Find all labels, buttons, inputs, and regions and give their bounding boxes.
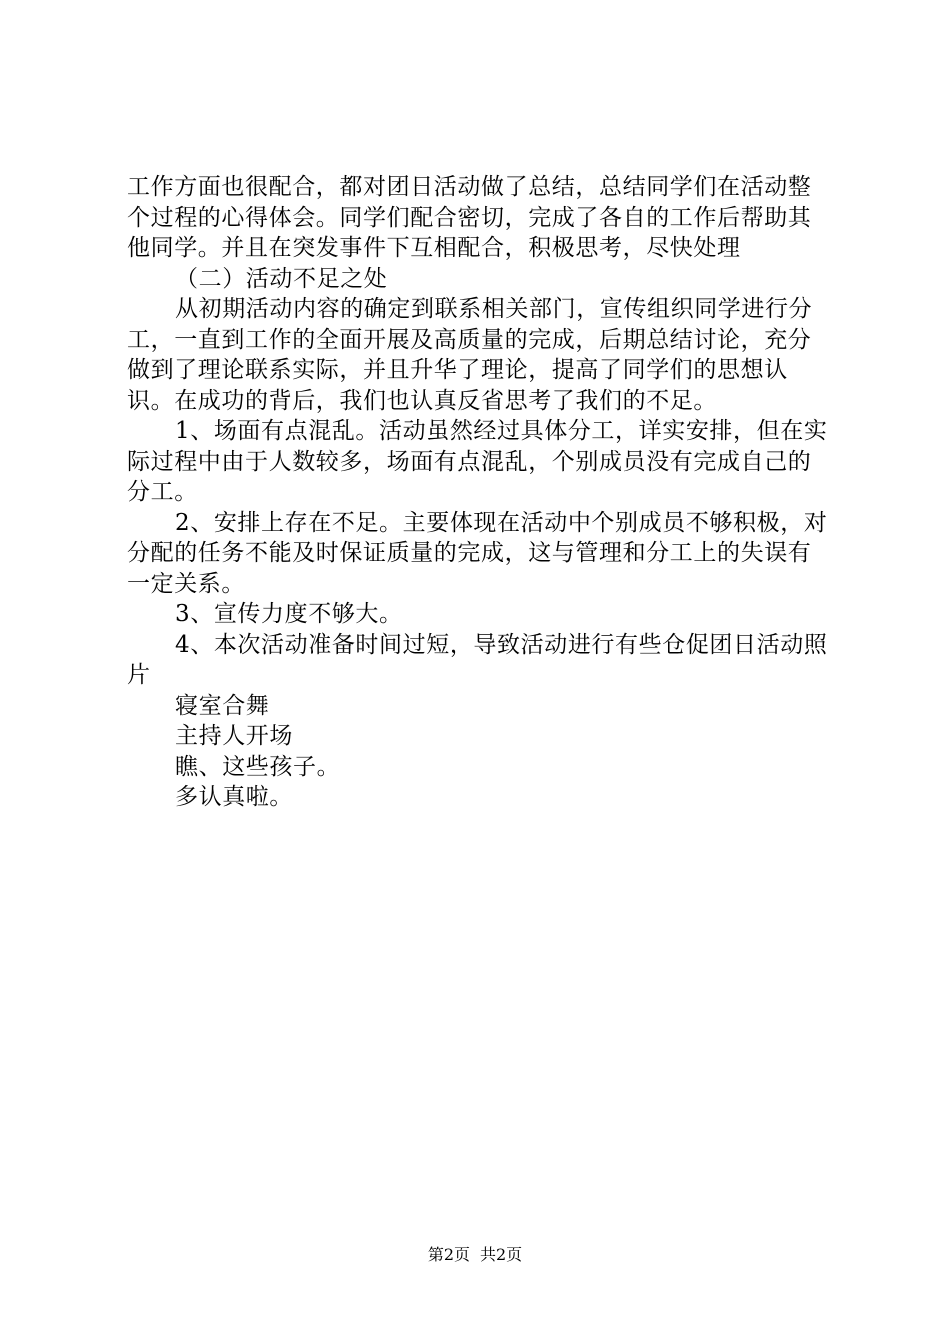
photo-caption: 多认真啦。 [175,784,293,810]
list-item: 1、场面有点混乱。活动虽然经过具体分工，详实安排，但在实际过程中由于人数较多，场面有点混乱，个别成员没有完成自己的分工。 [127,418,828,505]
paragraph: 从初期活动内容的确定到联系相关部门，宣传组织同学进行分工，一直到工作的全面开展及高质量的完成，后期总结讨论，充分做到了理论联系实际，并且升华了理论，提高了同学们的思想认识。在成功的背后，我们也认真反省思考了我们的不足。 [127,296,813,414]
page-number: 第2页 [427,1245,470,1264]
page-footer [0,1244,950,1266]
section-heading: （二）活动不足之处 [175,265,388,292]
list-item: 4、本次活动准备时间过短，导致活动进行有些仓促团日活动照片 [127,631,828,688]
photo-caption: 寝室合舞 [175,692,270,719]
list-item: 3、宣传力度不够大。 [175,601,403,627]
document-body [127,172,832,813]
photo-caption: 主持人开场 [175,723,293,749]
page-total: 共2页 [480,1245,523,1264]
list-item: 2、安排上存在不足。主要体现在活动中个别成员不够积极，对分配的任务不能及时保证质量的完成，这与管理和分工上的失误有一定关系。 [127,509,828,597]
paragraph-continuation: 工作方面也很配合，都对团日活动做了总结，总结同学们在活动整个过程的心得体会。同学们配合密切，完成了各自的工作后帮助其他同学。并且在突发事件下互相配合，积极思考，尽快处理 [127,174,812,261]
photo-caption: 瞧、这些孩子。 [175,753,341,780]
